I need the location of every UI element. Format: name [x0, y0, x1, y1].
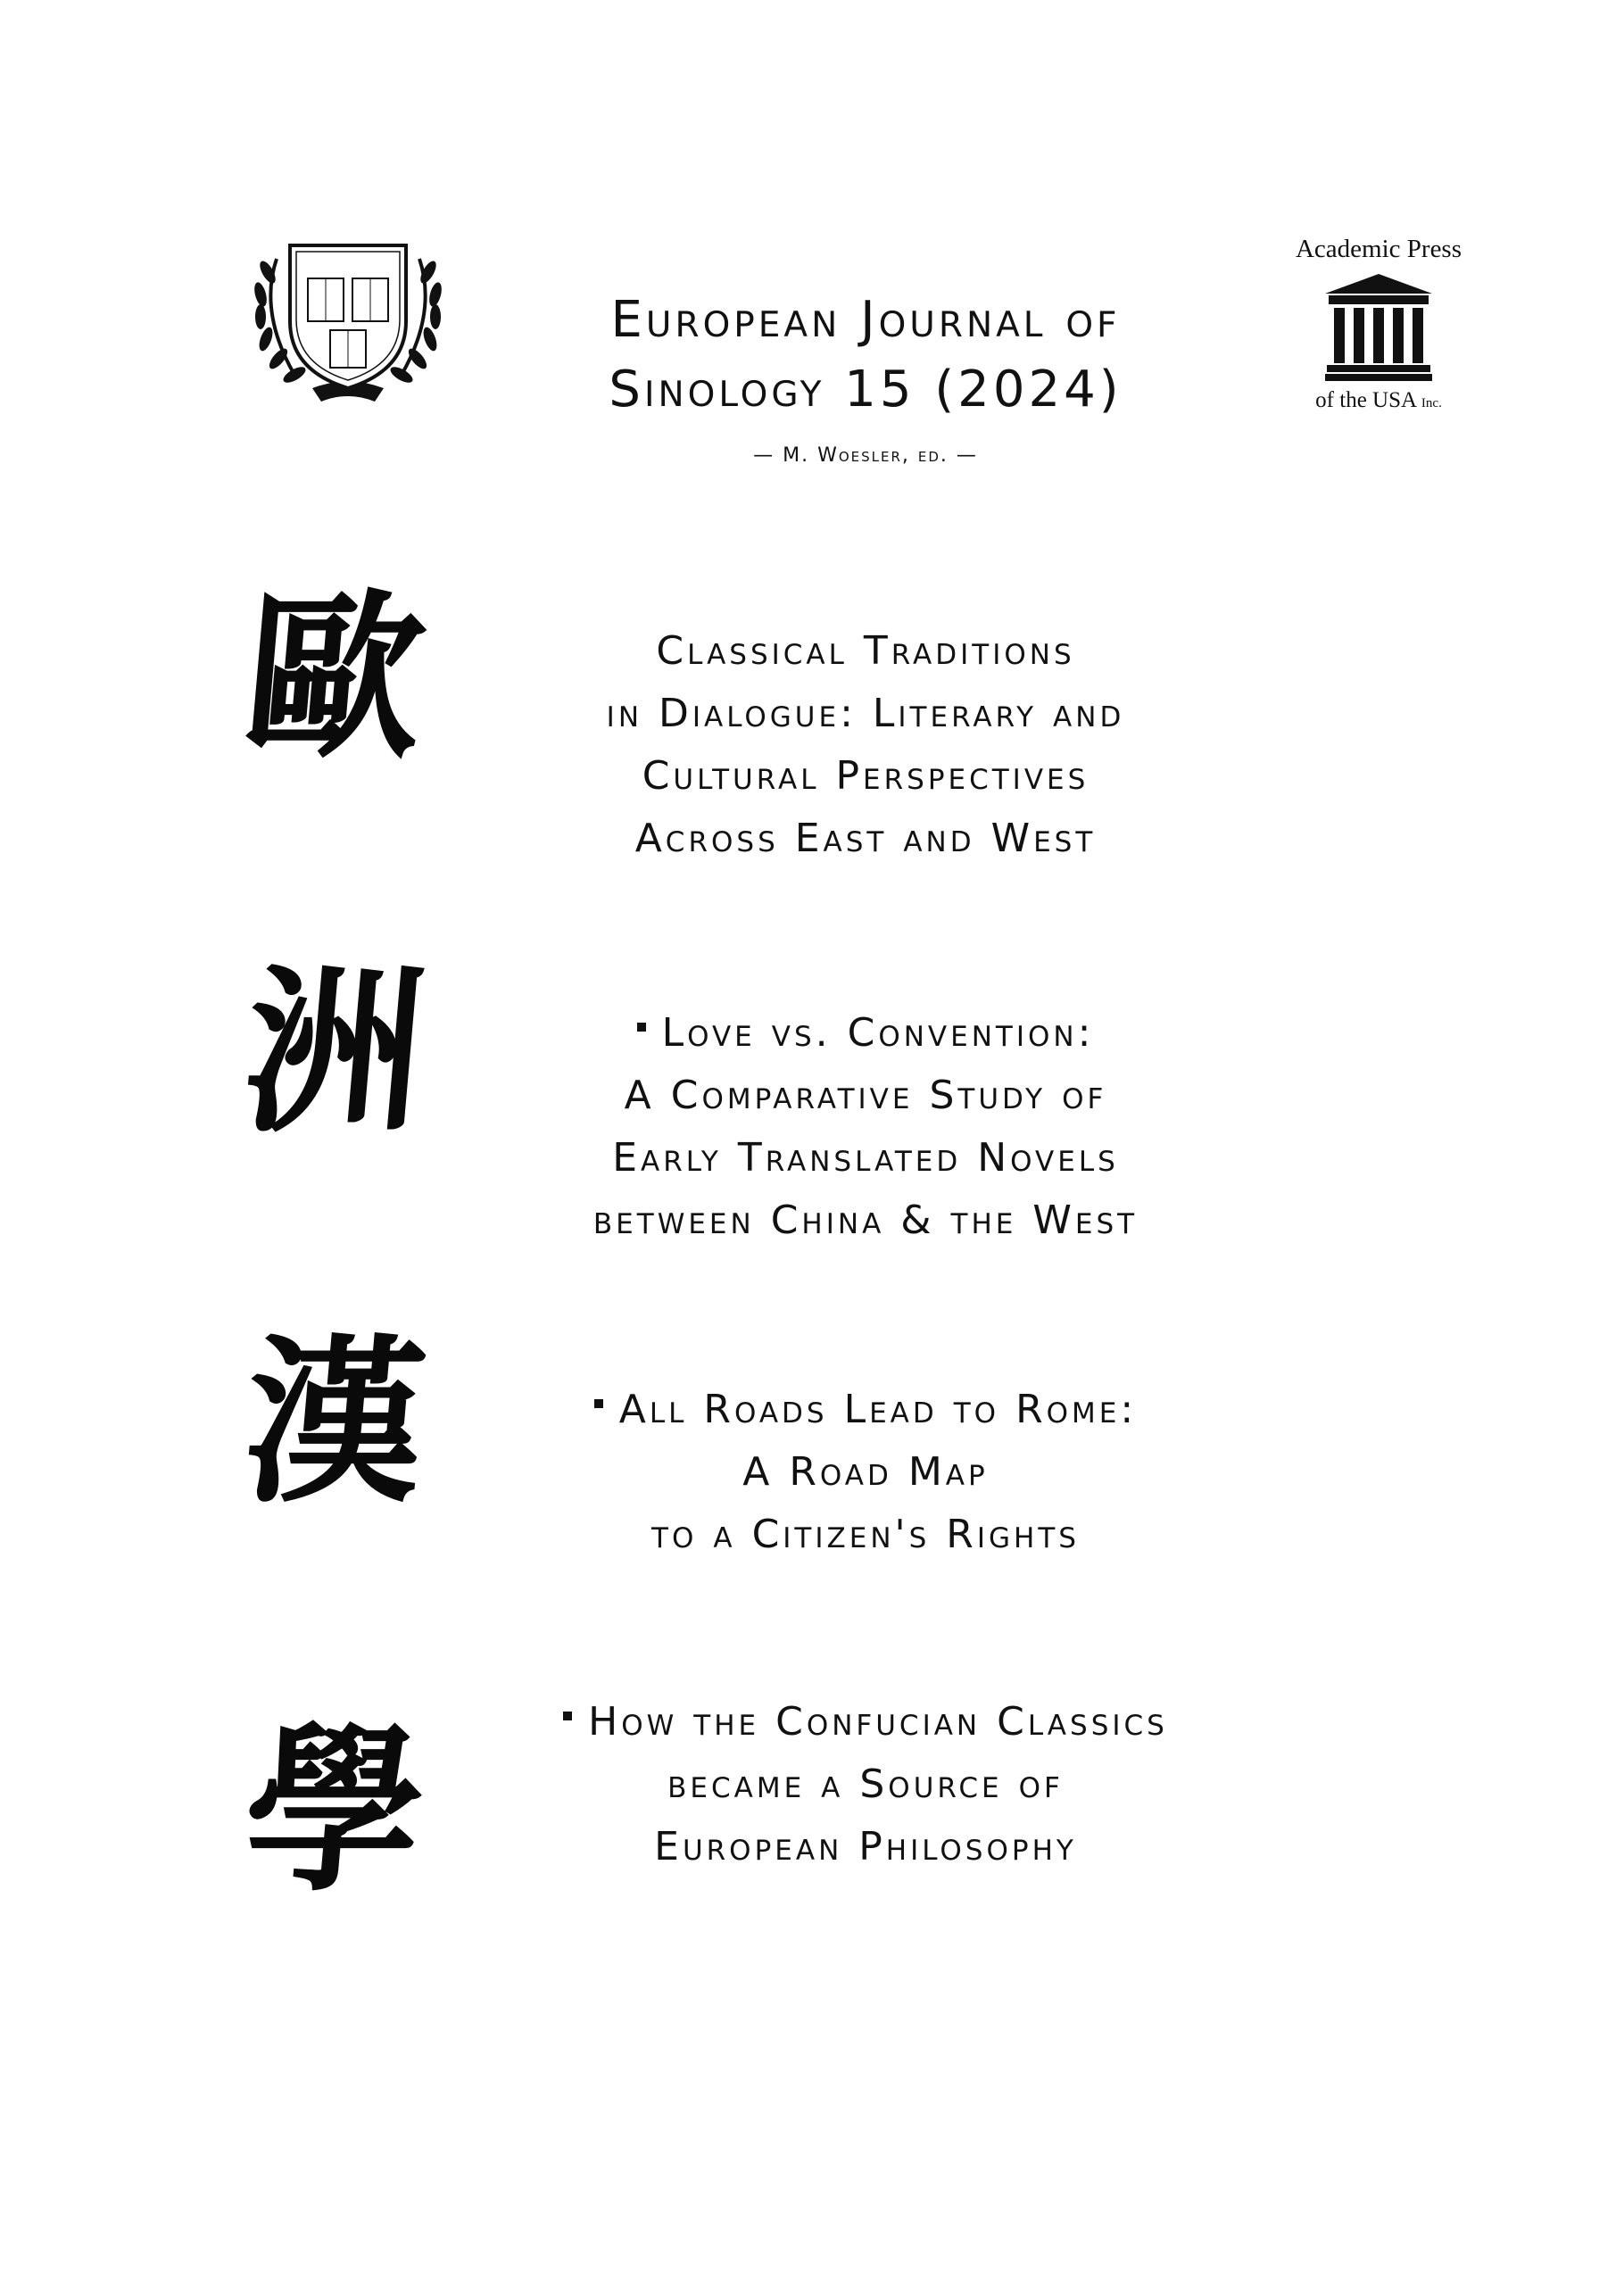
calligraphy-char-4: 學	[236, 1706, 434, 1916]
article-2-line-2: A Comparative Study of	[624, 1073, 1107, 1118]
article-3-line-2: A Road Map	[742, 1449, 989, 1495]
journal-title-line-2: Sinology 15 (2024)	[609, 361, 1123, 419]
calligraphy-char-1: 歐	[236, 573, 434, 783]
calligraphy-char-2: 洲	[236, 948, 434, 1157]
article-2-line-3: Early Translated Novels	[612, 1135, 1119, 1181]
bullet-icon	[637, 1023, 646, 1032]
article-4-line-3: European Philosophy	[654, 1824, 1077, 1869]
article-1-line-3: Cultural Perspectives	[642, 753, 1090, 799]
journal-title	[500, 286, 1231, 425]
journal-title-line-1: European Journal of	[610, 291, 1121, 349]
article-4-line-2: became a Source of	[667, 1761, 1064, 1807]
article-2-line-4: between China & the West	[592, 1198, 1139, 1243]
academic-press-logo	[1276, 228, 1481, 433]
bullet-icon	[594, 1399, 603, 1408]
press-name-top: Academic Press	[1295, 235, 1462, 263]
calligraphy-char-3: 漢	[236, 1318, 434, 1528]
article-4-line-1: How the Confucian Classics	[464, 1691, 1267, 1753]
press-name-bottom: of the USA Inc.	[1315, 388, 1442, 412]
article-1-line-4: Across East and West	[634, 816, 1097, 861]
article-3-line-3: to a Citizen's Rights	[651, 1512, 1080, 1557]
article-3-line-1: All Roads Lead to Rome:	[464, 1379, 1267, 1441]
article-1-line-2: in Dialogue: Literary and	[606, 691, 1125, 736]
article-block-2	[464, 1002, 1267, 1252]
article-2-line-1: Love vs. Convention:	[464, 1002, 1267, 1065]
article-block-4	[464, 1691, 1267, 1878]
bullet-icon	[563, 1712, 572, 1720]
editor-credit: — M. Woesler, ed. —	[753, 444, 978, 467]
article-block-3	[464, 1379, 1267, 1566]
article-block-1	[464, 620, 1267, 870]
temple-columns-icon	[1325, 274, 1432, 381]
university-seal-icon	[241, 223, 455, 410]
article-1-line-1: Classical Traditions	[656, 628, 1075, 674]
